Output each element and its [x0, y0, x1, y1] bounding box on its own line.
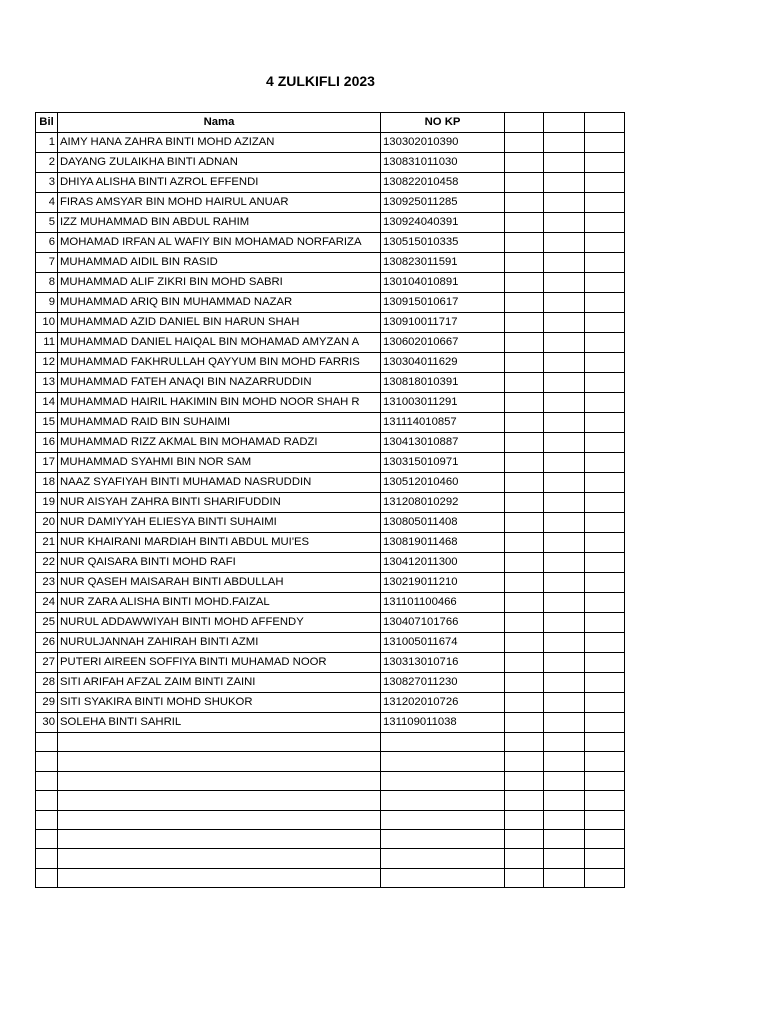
cell-nama: NUR AISYAH ZAHRA BINTI SHARIFUDDIN [58, 493, 381, 513]
cell-nama: MUHAMMAD DANIEL HAIQAL BIN MOHAMAD AMYZAN A [58, 333, 381, 353]
cell-bil: 20 [36, 513, 58, 533]
cell-bil: 28 [36, 673, 58, 693]
cell-blank [585, 373, 625, 393]
cell-bil: 18 [36, 473, 58, 493]
cell-bil: 16 [36, 433, 58, 453]
table-row [36, 593, 625, 613]
cell-blank [585, 673, 625, 693]
cell-nama: MUHAMMAD FATEH ANAQI BIN NAZARRUDDIN [58, 373, 381, 393]
cell-nama: DAYANG ZULAIKHA BINTI ADNAN [58, 153, 381, 173]
table-row [36, 273, 625, 293]
cell-blank [585, 393, 625, 413]
cell-blank [58, 752, 381, 771]
cell-blank [505, 473, 544, 493]
cell-nokp: 130915010617 [381, 293, 505, 313]
cell-bil: 7 [36, 253, 58, 273]
table-row [36, 173, 625, 193]
cell-nokp: 130412011300 [381, 553, 505, 573]
cell-blank [36, 868, 58, 887]
table-row-empty [36, 771, 625, 790]
cell-blank [544, 133, 585, 153]
cell-bil: 17 [36, 453, 58, 473]
table-row [36, 713, 625, 733]
cell-blank [585, 633, 625, 653]
cell-nokp: 131101100466 [381, 593, 505, 613]
cell-nokp: 130304011629 [381, 353, 505, 373]
cell-bil: 9 [36, 293, 58, 313]
table-header-row [36, 113, 625, 133]
cell-blank [544, 253, 585, 273]
table-body [36, 133, 625, 888]
cell-blank [505, 553, 544, 573]
cell-blank [505, 433, 544, 453]
cell-bil: 19 [36, 493, 58, 513]
cell-nokp: 131202010726 [381, 693, 505, 713]
cell-nama: DHIYA ALISHA BINTI AZROL EFFENDI [58, 173, 381, 193]
table-row [36, 313, 625, 333]
cell-blank [58, 791, 381, 810]
cell-blank [505, 393, 544, 413]
table-row [36, 633, 625, 653]
table-row [36, 353, 625, 373]
cell-bil: 3 [36, 173, 58, 193]
cell-blank [544, 413, 585, 433]
cell-blank [544, 593, 585, 613]
cell-blank [544, 771, 585, 790]
cell-nama: MUHAMMAD FAKHRULLAH QAYYUM BIN MOHD FARRIS [58, 353, 381, 373]
cell-blank [585, 533, 625, 553]
cell-nama: NUR DAMIYYAH ELIESYA BINTI SUHAIMI [58, 513, 381, 533]
cell-blank [585, 713, 625, 733]
cell-blank [585, 810, 625, 829]
cell-bil: 8 [36, 273, 58, 293]
student-table [35, 112, 625, 888]
table-row [36, 533, 625, 553]
cell-blank [544, 293, 585, 313]
cell-blank [544, 453, 585, 473]
cell-blank [585, 653, 625, 673]
cell-bil: 30 [36, 713, 58, 733]
cell-blank [544, 333, 585, 353]
cell-blank [505, 453, 544, 473]
cell-blank [505, 193, 544, 213]
header-blank-1 [505, 113, 544, 133]
cell-blank [505, 829, 544, 848]
cell-blank [381, 771, 505, 790]
cell-blank [544, 733, 585, 752]
cell-nokp: 131114010857 [381, 413, 505, 433]
cell-blank [505, 633, 544, 653]
cell-blank [505, 849, 544, 868]
cell-nokp: 130910011717 [381, 313, 505, 333]
table-row [36, 213, 625, 233]
cell-blank [58, 810, 381, 829]
cell-nokp: 130805011408 [381, 513, 505, 533]
cell-blank [585, 133, 625, 153]
table-row [36, 413, 625, 433]
cell-nama: PUTERI AIREEN SOFFIYA BINTI MUHAMAD NOOR [58, 653, 381, 673]
cell-nama: MOHAMAD IRFAN AL WAFIY BIN MOHAMAD NORFARIZA [58, 233, 381, 253]
cell-blank [544, 553, 585, 573]
cell-bil: 4 [36, 193, 58, 213]
header-nokp: NO KP [381, 113, 505, 133]
cell-blank [381, 849, 505, 868]
cell-blank [505, 733, 544, 752]
cell-blank [36, 733, 58, 752]
cell-bil: 11 [36, 333, 58, 353]
cell-nama: NUR QAISARA BINTI MOHD RAFI [58, 553, 381, 573]
cell-blank [544, 513, 585, 533]
cell-nokp: 130827011230 [381, 673, 505, 693]
cell-blank [544, 613, 585, 633]
table-row [36, 653, 625, 673]
cell-nokp: 130515010335 [381, 233, 505, 253]
cell-blank [544, 373, 585, 393]
cell-blank [505, 373, 544, 393]
cell-nama: NUR QASEH MAISARAH BINTI ABDULLAH [58, 573, 381, 593]
cell-nama: IZZ MUHAMMAD BIN ABDUL RAHIM [58, 213, 381, 233]
cell-bil: 15 [36, 413, 58, 433]
page-title: 4 ZULKIFLI 2023 [266, 73, 375, 89]
cell-nokp: 130302010390 [381, 133, 505, 153]
cell-blank [36, 752, 58, 771]
cell-blank [544, 868, 585, 887]
cell-blank [585, 153, 625, 173]
cell-blank [505, 353, 544, 373]
cell-nokp: 130219011210 [381, 573, 505, 593]
cell-blank [505, 810, 544, 829]
cell-blank [585, 553, 625, 573]
cell-blank [505, 133, 544, 153]
cell-nokp: 130407101766 [381, 613, 505, 633]
cell-blank [36, 791, 58, 810]
cell-blank [585, 353, 625, 373]
cell-nama: NAAZ SYAFIYAH BINTI MUHAMAD NASRUDDIN [58, 473, 381, 493]
cell-blank [505, 173, 544, 193]
cell-blank [544, 533, 585, 553]
cell-bil: 21 [36, 533, 58, 553]
cell-blank [505, 513, 544, 533]
cell-nama: NURUL ADDAWWIYAH BINTI MOHD AFFENDY [58, 613, 381, 633]
cell-blank [585, 453, 625, 473]
cell-blank [544, 173, 585, 193]
cell-blank [381, 810, 505, 829]
cell-blank [585, 233, 625, 253]
cell-nama: MUHAMMAD ALIF ZIKRI BIN MOHD SABRI [58, 273, 381, 293]
table-row [36, 553, 625, 573]
table-row [36, 253, 625, 273]
cell-blank [585, 193, 625, 213]
cell-bil: 23 [36, 573, 58, 593]
cell-nokp: 130315010971 [381, 453, 505, 473]
cell-blank [585, 213, 625, 233]
cell-nama: MUHAMMAD RAID BIN SUHAIMI [58, 413, 381, 433]
cell-blank [381, 829, 505, 848]
cell-blank [585, 493, 625, 513]
cell-blank [544, 313, 585, 333]
table-row-empty [36, 791, 625, 810]
table-row-empty [36, 752, 625, 771]
cell-blank [585, 752, 625, 771]
cell-blank [58, 849, 381, 868]
cell-blank [505, 293, 544, 313]
cell-blank [58, 771, 381, 790]
cell-blank [36, 771, 58, 790]
cell-blank [544, 810, 585, 829]
cell-nokp: 131005011674 [381, 633, 505, 653]
cell-blank [505, 273, 544, 293]
cell-blank [544, 493, 585, 513]
cell-nokp: 130823011591 [381, 253, 505, 273]
cell-blank [544, 433, 585, 453]
cell-blank [505, 533, 544, 553]
cell-nama: SOLEHA BINTI SAHRIL [58, 713, 381, 733]
table-row [36, 393, 625, 413]
cell-nokp: 130512010460 [381, 473, 505, 493]
cell-bil: 10 [36, 313, 58, 333]
cell-blank [585, 613, 625, 633]
cell-blank [505, 413, 544, 433]
cell-nama: NURULJANNAH ZAHIRAH BINTI AZMI [58, 633, 381, 653]
cell-blank [381, 752, 505, 771]
cell-nama: SITI ARIFAH AFZAL ZAIM BINTI ZAINI [58, 673, 381, 693]
cell-bil: 22 [36, 553, 58, 573]
cell-nokp: 131003011291 [381, 393, 505, 413]
table-row-empty [36, 849, 625, 868]
cell-blank [585, 829, 625, 848]
table-row [36, 493, 625, 513]
cell-blank [544, 849, 585, 868]
cell-bil: 1 [36, 133, 58, 153]
table-row [36, 233, 625, 253]
cell-blank [544, 573, 585, 593]
cell-blank [544, 633, 585, 653]
cell-nama: FIRAS AMSYAR BIN MOHD HAIRUL ANUAR [58, 193, 381, 213]
cell-blank [544, 193, 585, 213]
cell-blank [585, 868, 625, 887]
cell-blank [505, 213, 544, 233]
cell-nokp: 130925011285 [381, 193, 505, 213]
cell-blank [381, 733, 505, 752]
cell-bil: 2 [36, 153, 58, 173]
table-row [36, 373, 625, 393]
cell-blank [544, 829, 585, 848]
cell-nama: NUR ZARA ALISHA BINTI MOHD.FAIZAL [58, 593, 381, 613]
cell-blank [36, 849, 58, 868]
cell-blank [505, 693, 544, 713]
cell-nokp: 130822010458 [381, 173, 505, 193]
cell-blank [585, 771, 625, 790]
header-blank-3 [585, 113, 625, 133]
cell-blank [381, 868, 505, 887]
cell-nokp: 131208010292 [381, 493, 505, 513]
cell-blank [585, 293, 625, 313]
cell-bil: 25 [36, 613, 58, 633]
cell-nokp: 130831011030 [381, 153, 505, 173]
cell-nama: SITI SYAKIRA BINTI MOHD SHUKOR [58, 693, 381, 713]
cell-blank [585, 313, 625, 333]
table-row-empty [36, 733, 625, 752]
cell-blank [544, 693, 585, 713]
cell-nokp: 130924040391 [381, 213, 505, 233]
cell-nokp: 130602010667 [381, 333, 505, 353]
cell-blank [36, 810, 58, 829]
cell-blank [544, 353, 585, 373]
cell-blank [544, 233, 585, 253]
cell-blank [544, 473, 585, 493]
cell-blank [585, 413, 625, 433]
cell-blank [544, 673, 585, 693]
cell-blank [505, 613, 544, 633]
cell-bil: 24 [36, 593, 58, 613]
cell-blank [505, 771, 544, 790]
cell-blank [544, 213, 585, 233]
cell-nama: MUHAMMAD AIDIL BIN RASID [58, 253, 381, 273]
cell-blank [505, 868, 544, 887]
cell-nama: AIMY HANA ZAHRA BINTI MOHD AZIZAN [58, 133, 381, 153]
cell-blank [585, 593, 625, 613]
cell-blank [544, 752, 585, 771]
cell-blank [505, 593, 544, 613]
table-row [36, 453, 625, 473]
cell-blank [585, 849, 625, 868]
table-row [36, 333, 625, 353]
cell-blank [505, 153, 544, 173]
cell-nokp: 130819011468 [381, 533, 505, 553]
cell-bil: 14 [36, 393, 58, 413]
cell-bil: 5 [36, 213, 58, 233]
table-row [36, 133, 625, 153]
cell-blank [505, 233, 544, 253]
cell-nama: MUHAMMAD AZID DANIEL BIN HARUN SHAH [58, 313, 381, 333]
cell-nokp: 130413010887 [381, 433, 505, 453]
table-row [36, 293, 625, 313]
cell-blank [585, 253, 625, 273]
cell-blank [381, 791, 505, 810]
cell-blank [585, 273, 625, 293]
table-row-empty [36, 868, 625, 887]
table-row-empty [36, 829, 625, 848]
cell-blank [585, 693, 625, 713]
cell-blank [505, 253, 544, 273]
cell-blank [58, 829, 381, 848]
cell-blank [585, 733, 625, 752]
cell-blank [544, 791, 585, 810]
cell-nokp: 130818010391 [381, 373, 505, 393]
cell-bil: 27 [36, 653, 58, 673]
cell-nama: MUHAMMAD RIZZ AKMAL BIN MOHAMAD RADZI [58, 433, 381, 453]
table-row [36, 473, 625, 493]
table-row [36, 433, 625, 453]
cell-blank [585, 473, 625, 493]
cell-blank [544, 153, 585, 173]
cell-blank [585, 433, 625, 453]
cell-nama: MUHAMMAD ARIQ BIN MUHAMMAD NAZAR [58, 293, 381, 313]
cell-nama: NUR KHAIRANI MARDIAH BINTI ABDUL MUI'ES [58, 533, 381, 553]
cell-blank [505, 313, 544, 333]
cell-blank [585, 791, 625, 810]
cell-bil: 6 [36, 233, 58, 253]
cell-blank [505, 713, 544, 733]
cell-blank [58, 868, 381, 887]
cell-blank [544, 653, 585, 673]
cell-bil: 13 [36, 373, 58, 393]
header-bil: Bil [36, 113, 58, 133]
table-row [36, 573, 625, 593]
cell-nama: MUHAMMAD SYAHMI BIN NOR SAM [58, 453, 381, 473]
cell-blank [505, 673, 544, 693]
table-row-empty [36, 810, 625, 829]
cell-blank [505, 333, 544, 353]
cell-blank [544, 273, 585, 293]
cell-blank [585, 173, 625, 193]
cell-blank [505, 653, 544, 673]
cell-bil: 26 [36, 633, 58, 653]
cell-blank [585, 333, 625, 353]
cell-blank [505, 752, 544, 771]
table-row [36, 693, 625, 713]
cell-bil: 12 [36, 353, 58, 373]
cell-blank [544, 393, 585, 413]
cell-nokp: 130104010891 [381, 273, 505, 293]
table-row [36, 153, 625, 173]
cell-blank [505, 493, 544, 513]
table-row [36, 513, 625, 533]
cell-bil: 29 [36, 693, 58, 713]
header-blank-2 [544, 113, 585, 133]
table-row [36, 673, 625, 693]
table-row [36, 613, 625, 633]
cell-blank [58, 733, 381, 752]
cell-blank [505, 791, 544, 810]
cell-blank [544, 713, 585, 733]
cell-nokp: 131109011038 [381, 713, 505, 733]
cell-blank [36, 829, 58, 848]
cell-blank [585, 573, 625, 593]
cell-blank [585, 513, 625, 533]
cell-nama: MUHAMMAD HAIRIL HAKIMIN BIN MOHD NOOR SHAH R [58, 393, 381, 413]
header-nama: Nama [58, 113, 381, 133]
table-row [36, 193, 625, 213]
cell-nokp: 130313010716 [381, 653, 505, 673]
cell-blank [505, 573, 544, 593]
